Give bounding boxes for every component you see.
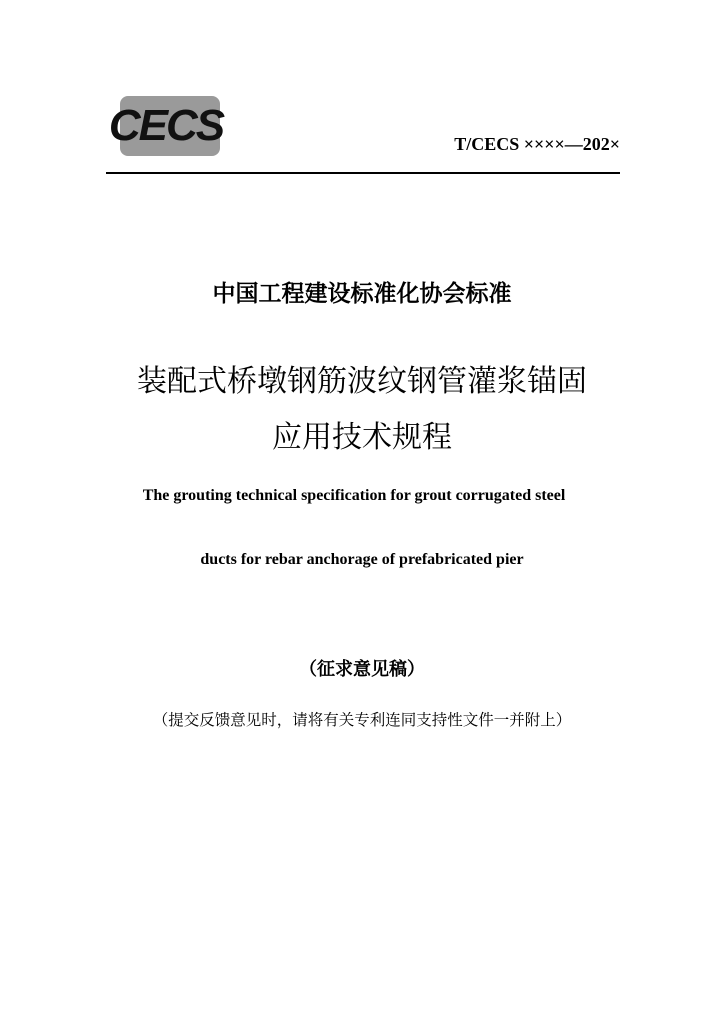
association-title: 中国工程建设标准化协会标准 [212, 281, 512, 307]
draft-note: （提交反馈意见时，请将有关专利连同支持性文件一并附上） [152, 711, 572, 729]
header-divider [106, 172, 620, 174]
logo-text: CECS [108, 101, 224, 150]
title-zh-line1: 装配式桥墩钢筋波纹钢管灌浆锚固 [137, 364, 587, 399]
cecs-logo [104, 96, 228, 158]
title-en-line2: ducts for rebar anchorage of prefabricated pier [200, 551, 524, 568]
title-zh-line2: 应用技术规程 [272, 420, 452, 455]
title-en-line1: The grouting technical specification for grout corrugated steel [142, 487, 566, 504]
standard-code: T/CECS ××××—202× [454, 134, 620, 154]
draft-label: （征求意见稿） [299, 659, 425, 680]
